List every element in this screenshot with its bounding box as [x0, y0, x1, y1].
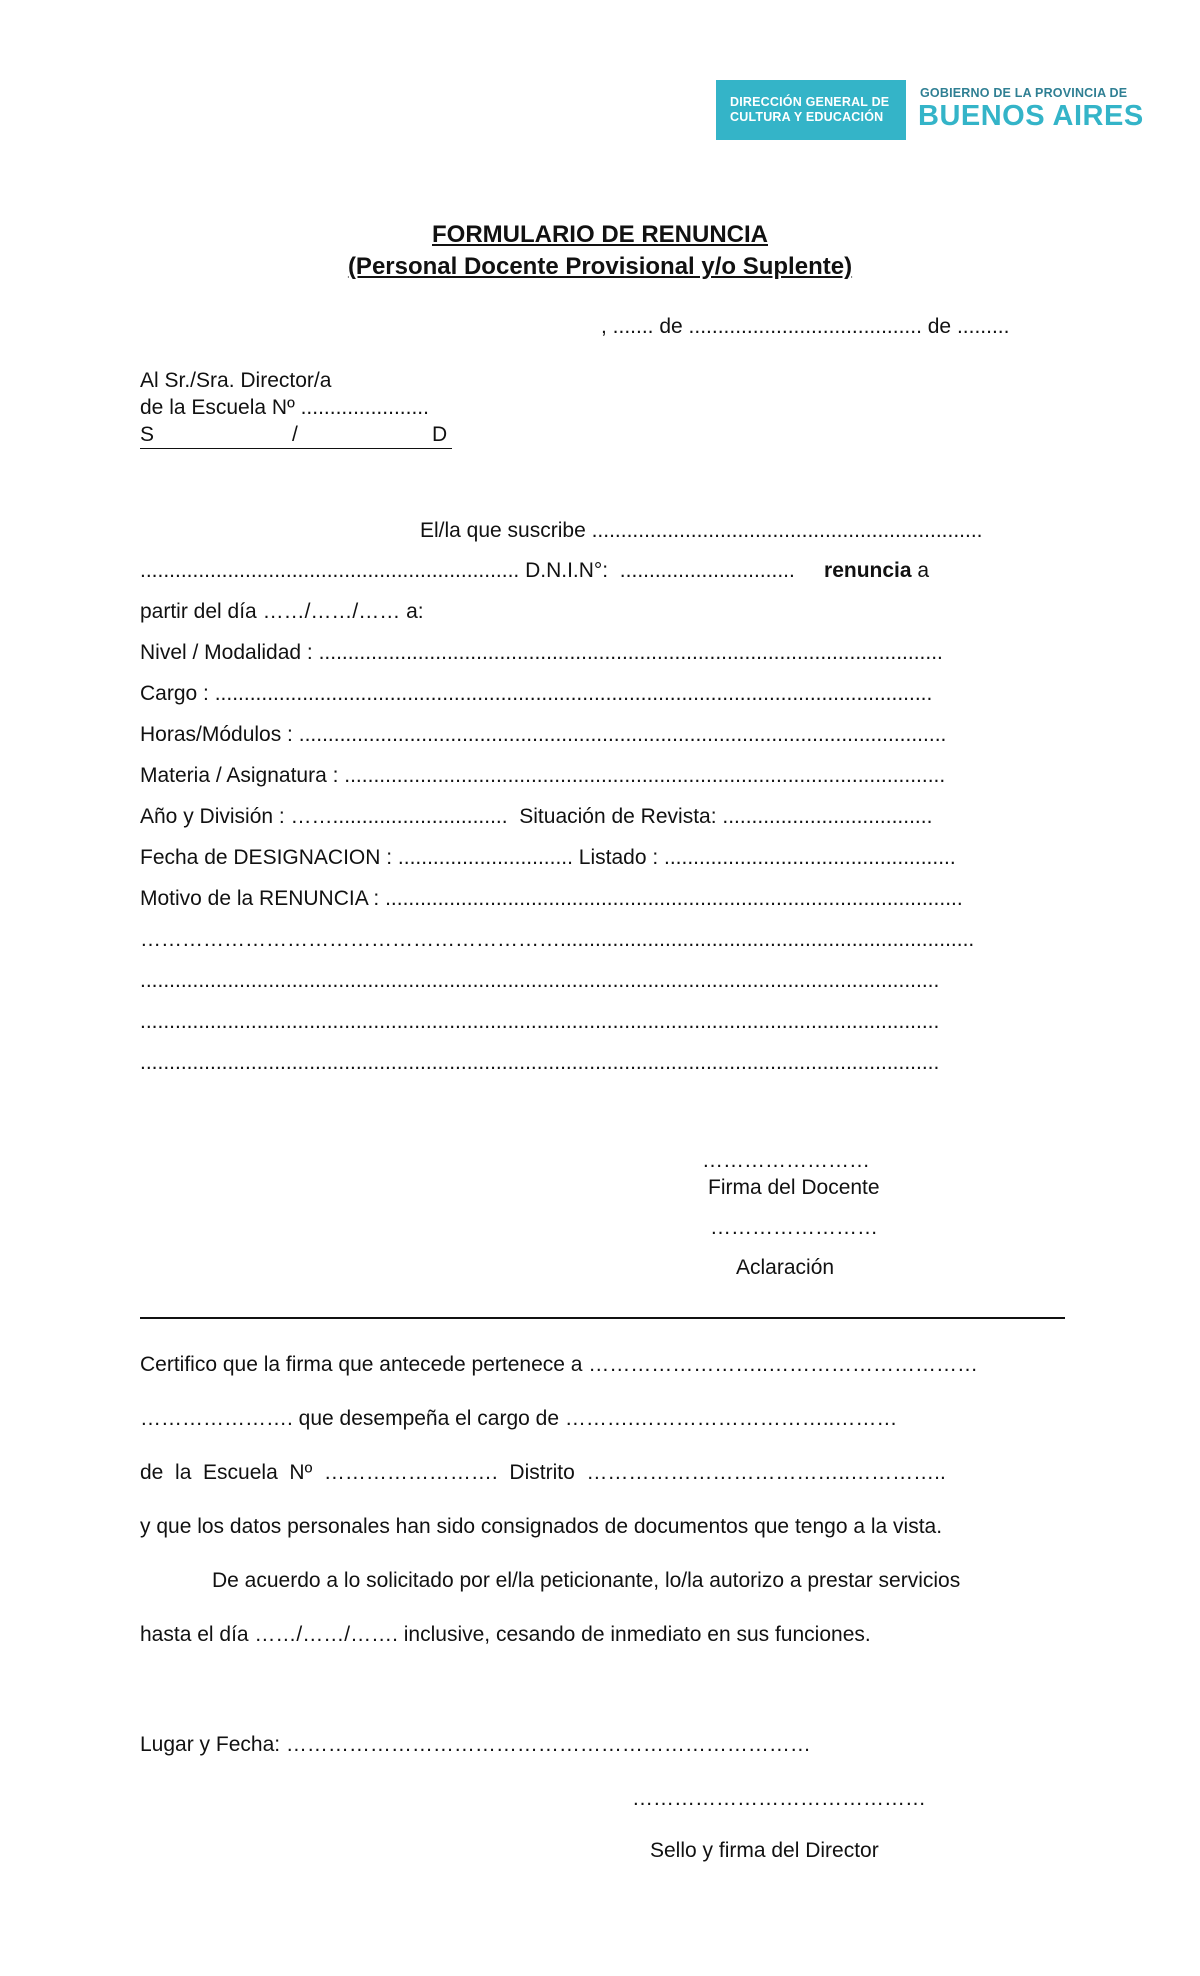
cert-line2: …………………. que desempeña el cargo de ……….………………………..……… — [140, 1407, 898, 1430]
firma-label: Firma del Docente — [708, 1176, 880, 1199]
section-divider — [140, 1317, 1065, 1319]
cert-line4: y que los datos personales han sido consignados de documentos que tengo a la vista. — [140, 1515, 943, 1538]
lugar-fecha-line: Lugar y Fecha: ………………………………………………………………… — [140, 1733, 811, 1756]
sd-line — [140, 422, 452, 449]
date-line: , ....... de ........................................ de ......... — [601, 315, 1010, 338]
motivo-dots-1: ……………………………………………………....................................................................... — [140, 928, 975, 951]
addressee-line1: Al Sr./Sra. Director/a — [140, 369, 332, 392]
materia-line: Materia / Asignatura : ....................................................................................................... — [140, 764, 946, 787]
form-subtitle: (Personal Docente Provisional y/o Suplente) — [347, 253, 853, 280]
motivo-dots-2: ......................................................................................................................................... — [140, 969, 940, 992]
logo-box-line2: CULTURA Y EDUCACIÓN — [730, 110, 884, 124]
dni-text: ................................................................. D.N.I.N°: .............................. — [140, 559, 795, 582]
fecha-line: Fecha de DESIGNACION : .............................. Listado : .................................................. — [140, 846, 956, 869]
cert-line6: hasta el día ……/……/……. inclusive, cesando de inmediato en sus funciones. — [140, 1623, 871, 1646]
cert-line1: Certifico que la firma que antecede pertenece a ……………………..………………………… — [140, 1353, 978, 1376]
sello-dots: …………………………………… — [632, 1787, 926, 1810]
logo-box-line1: DIRECCIÓN GENERAL DE — [730, 95, 890, 109]
cert-line3: de la Escuela Nº ……………………. Distrito ………………………………..………….. — [140, 1461, 946, 1484]
anio-line: Año y División : …….............................. Situación de Revista: .................................... — [140, 805, 933, 828]
direccion-general-logo — [716, 80, 906, 140]
sello-label: Sello y firma del Director — [650, 1839, 879, 1862]
motivo-dots-3: ......................................................................................................................................... — [140, 1010, 940, 1033]
cargo-line: Cargo : ........................................................................................................................... — [140, 682, 933, 705]
renuncia-word: renuncia — [824, 559, 912, 582]
form-title: FORMULARIO DE RENUNCIA — [432, 221, 768, 248]
addressee-line2: de la Escuela Nº ...................... — [140, 396, 429, 419]
sd-s: S — [140, 423, 155, 446]
firma-dots: …………………… — [702, 1149, 870, 1172]
renuncia-a: a — [911, 559, 930, 582]
motivo-line: Motivo de la RENUNCIA : ................................................................................................... — [140, 887, 963, 910]
aclaracion-label: Aclaración — [736, 1256, 835, 1279]
dni-line — [140, 558, 929, 584]
aclaracion-dots: …………………… — [710, 1216, 878, 1239]
gov-title-logo: BUENOS AIRES — [918, 100, 1144, 132]
partir-line: partir del día ……/……/…… a: — [140, 600, 424, 623]
cert-line5: De acuerdo a lo solicitado por el/la peticionante, lo/la autorizo a prestar servicios — [212, 1569, 961, 1592]
suscribe-line: El/la que suscribe ................................................................... — [420, 519, 983, 542]
horas-line: Horas/Módulos : ............................................................................................................... — [140, 723, 947, 746]
nivel-line: Nivel / Modalidad : ........................................................................................................... — [140, 641, 943, 664]
sd-d: D — [432, 423, 448, 446]
sd-slash: / — [292, 423, 298, 446]
motivo-dots-4: ......................................................................................................................................... — [140, 1051, 940, 1074]
gov-subtitle: GOBIERNO DE LA PROVINCIA DE — [920, 86, 1128, 100]
